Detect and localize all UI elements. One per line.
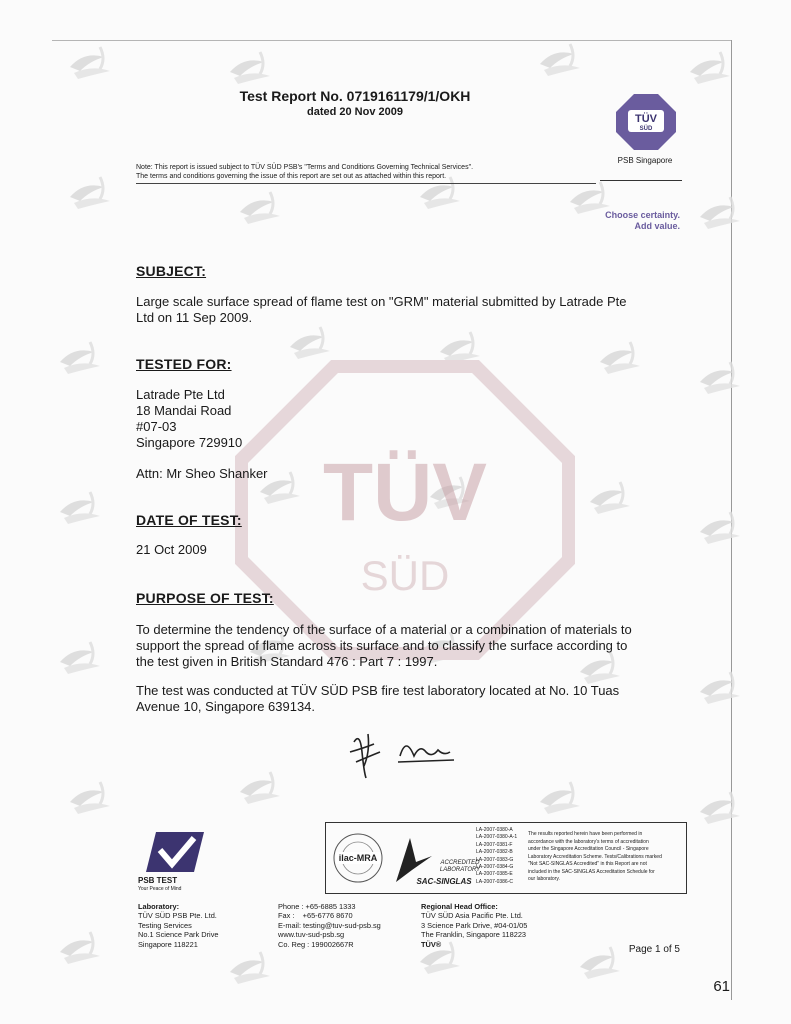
footer-lab-line: TÜV SÜD PSB Pte. Ltd. (138, 911, 217, 921)
terms-note-line2: The terms and conditions governing the issue of this report are set out as attached within this report. (136, 173, 447, 180)
accreditation-code: LA-2007-0382-B (476, 849, 513, 856)
footer-laboratory (138, 902, 268, 949)
purpose-paragraph-1 (136, 622, 716, 670)
psb-test-label: PSB TEST (138, 876, 178, 885)
purpose-line: support the spread of flame across its surface and to classify the surface according to (136, 638, 628, 653)
footer-office-line: TÜV SÜD Asia Pacific Pte. Ltd. (421, 911, 523, 921)
accreditation-code: LA-2007-0381-F (476, 841, 513, 848)
report-title: Test Report No. 0719161179/1/OKH (239, 88, 471, 104)
footer-lab-line: Testing Services (138, 920, 192, 930)
accreditation-code: LA-2007-0385-E (476, 871, 513, 878)
purpose-line: To determine the tendency of the surface of a material or a combination of materials to (136, 622, 632, 637)
watermark-sud: SÜD (360, 552, 450, 599)
accredited-text: ACCREDITED (440, 860, 480, 866)
statement-line: under the Singapore Accreditation Council - Singapore (528, 846, 649, 852)
footer-regional-office (421, 902, 571, 949)
psb-test-tagline: Your Peace of Mind (138, 886, 182, 892)
terms-note (136, 163, 586, 181)
footer-office-line: 3 Science Park Drive, #04-01/05 (421, 920, 528, 930)
accreditation-code: LA-2007-0386-C (476, 878, 513, 885)
footer-contact (278, 902, 418, 949)
sac-singlas-text: SAC-SINGLAS (416, 877, 472, 886)
subject-line2: Ltd on 11 Sep 2009. (136, 310, 253, 325)
statement-line: The results reported herein have been performed in (528, 831, 643, 837)
statement-line: accordance with the laboratory's terms of accreditation (528, 838, 649, 845)
terms-note-line1: Note: This report is issued subject to TÜV SÜD PSB's "Terms and Conditions Governing Technical Services". (136, 164, 474, 171)
accreditation-code: LA-2007-0380-A (476, 827, 513, 833)
report-date: dated 20 Nov 2009 (307, 106, 403, 118)
tuv-sud-logo (614, 92, 678, 152)
address-line: Singapore 729910 (136, 435, 243, 450)
tested-for-address (136, 387, 436, 451)
accreditation-codes (476, 827, 534, 886)
logo-tuv-text: TÜV (635, 113, 657, 125)
footer-contact-line: Phone : +65-6885 1333 (278, 902, 356, 911)
footer-lab-line: No.1 Science Park Drive (138, 930, 219, 940)
footer-lab-line: Laboratory: (138, 902, 180, 911)
slogan (560, 210, 680, 232)
statement-line: included in the SAC-SINGLAS Accreditation Schedule for (528, 868, 655, 875)
psb-test-logo (142, 830, 206, 874)
page-indicator: Page 1 of 5 (628, 944, 680, 955)
accreditation-code: LA-2007-0380-A-1 (476, 834, 518, 841)
psb-singapore-label: PSB Singapore (617, 156, 673, 165)
purpose-paragraph-2 (136, 683, 716, 715)
accreditation-logos (332, 832, 482, 888)
statement-line: Laboratory Accreditation Scheme. Tests/Calibrations marked (528, 853, 662, 860)
footer-office-line: The Franklin, Singapore 118223 (421, 930, 527, 940)
footer-office-line: Regional Head Office: (421, 902, 498, 911)
purpose-line: The test was conducted at TÜV SÜD PSB fire test laboratory located at No. 10 Tuas (136, 683, 620, 698)
date-of-test-heading: DATE OF TEST: (136, 512, 242, 528)
footer-lab-line: Singapore 118221 (138, 939, 198, 949)
footer-contact-line: E-mail: testing@tuv-sud-psb.sg (278, 920, 381, 930)
address-line: #07-03 (136, 419, 177, 434)
purpose-line: Avenue 10, Singapore 639134. (136, 699, 316, 714)
accreditation-code: LA-2007-0384-G (476, 864, 514, 871)
laboratory-text: LABORATORY (439, 867, 481, 873)
subject-text (136, 294, 696, 326)
ilac-mra-text: ilac-MRA (338, 853, 378, 863)
date-of-test-value: 21 Oct 2009 (136, 542, 207, 557)
statement-line: our laboratory. (528, 876, 560, 882)
footer-contact-line: Fax : +65-6776 8670 (278, 911, 353, 921)
logo-sud-text: SÜD (639, 126, 653, 132)
accreditation-code: LA-2007-0383-G (476, 856, 514, 863)
logo-divider (600, 180, 682, 181)
address-line: Latrade Pte Ltd (136, 387, 225, 402)
watermark-tuv: TÜV (323, 447, 487, 538)
tested-for-heading: TESTED FOR: (136, 356, 232, 372)
attention-line: Attn: Mr Sheo Shanker (136, 466, 268, 481)
address-line: 18 Mandai Road (136, 403, 232, 418)
slogan-line2: Add value. (634, 221, 680, 231)
subject-heading: SUBJECT: (136, 263, 207, 279)
statement-line: "Not SAC-SINGLAS Accredited" in this Report are not (528, 861, 647, 867)
subject-line1: Large scale surface spread of flame test on "GRM" material submitted by Latrade Pte (136, 294, 627, 309)
purpose-heading: PURPOSE OF TEST: (136, 590, 274, 606)
purpose-line: the test given in British Standard 476 : Part 7 : 1997. (136, 654, 438, 669)
signatures (340, 722, 470, 782)
accreditation-statement (528, 831, 682, 884)
footer-contact-line: Co. Reg : 199002667R (278, 939, 354, 949)
note-divider (136, 183, 596, 184)
page-number: 61 (713, 978, 730, 995)
footer-office-line: TÜV® (421, 939, 442, 949)
slogan-line1: Choose certainty. (605, 210, 680, 220)
footer-contact-line: www.tuv-sud-psb.sg (278, 930, 345, 940)
